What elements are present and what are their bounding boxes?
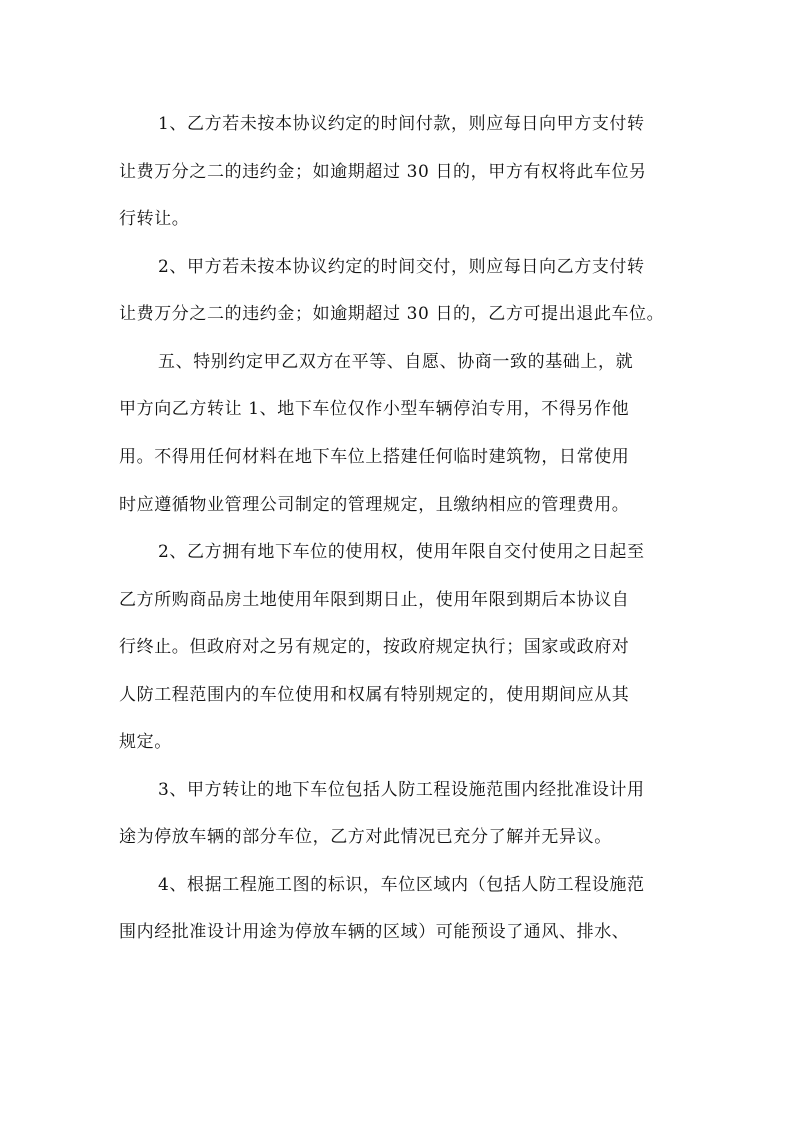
text-line: 1、乙方若未按本协议约定的时间付款，则应每日向甲方支付转 bbox=[158, 114, 645, 134]
text-line: 让费万分之二的违约金；如逾期超过 30 日的，乙方可提出退此车位。 bbox=[119, 304, 665, 324]
text-line: 用。不得用任何材料在地下车位上搭建任何临时建筑物，日常使用 bbox=[119, 447, 630, 467]
text-line: 时应遵循物业管理公司制定的管理规定，且缴纳相应的管理费用。 bbox=[119, 495, 630, 515]
text-line: 乙方所购商品房土地使用年限到期日止，使用年限到期后本协议自 bbox=[119, 590, 630, 610]
text-line: 规定。 bbox=[119, 732, 172, 752]
text-line: 途为停放车辆的部分车位，乙方对此情况已充分了解并无异议。 bbox=[119, 827, 612, 847]
text-line: 3、甲方转让的地下车位包括人防工程设施范围内经批准设计用 bbox=[158, 780, 645, 800]
text-line: 让费万分之二的违约金；如逾期超过 30 日的，甲方有权将此车位另 bbox=[119, 162, 647, 182]
text-line: 甲方向乙方转让 1、地下车位仅作小型车辆停泊专用，不得另作他 bbox=[119, 399, 630, 419]
text-line: 行终止。但政府对之另有规定的，按政府规定执行；国家或政府对 bbox=[119, 637, 630, 657]
text-line: 围内经批准设计用途为停放车辆的区域）可能预设了通风、排水、 bbox=[119, 922, 630, 942]
text-line: 行转让。 bbox=[119, 209, 190, 229]
text-line: 4、根据工程施工图的标识，车位区域内（包括人防工程设施范 bbox=[158, 875, 645, 895]
text-line: 五、特别约定甲乙双方在平等、自愿、协商一致的基础上，就 bbox=[158, 352, 634, 372]
text-line: 2、乙方拥有地下车位的使用权，使用年限自交付使用之日起至 bbox=[158, 542, 645, 562]
text-line: 人防工程范围内的车位使用和权属有特别规定的，使用期间应从其 bbox=[119, 685, 630, 705]
text-line: 2、甲方若未按本协议约定的时间交付，则应每日向乙方支付转 bbox=[158, 257, 645, 277]
